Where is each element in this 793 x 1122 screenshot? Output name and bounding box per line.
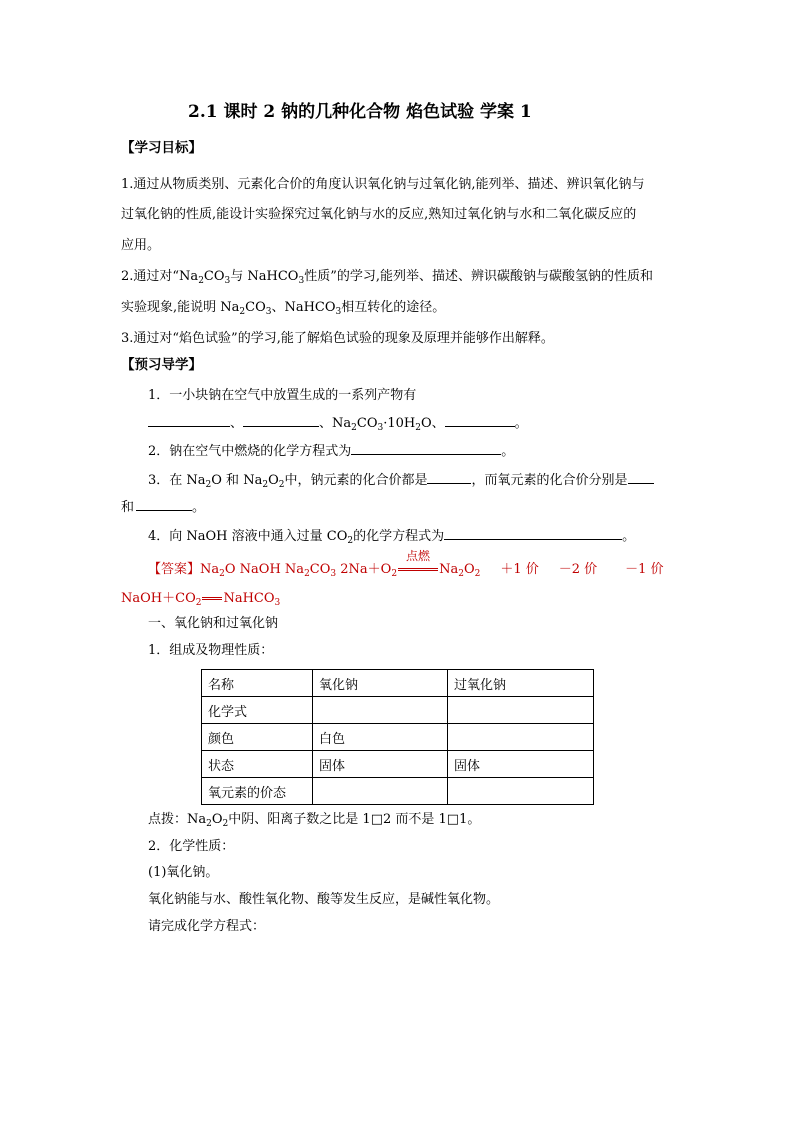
sodium-oxide-description: 氧化钠能与水、酸性氧化物、酸等发生反应，是碱性氧化物。 xyxy=(148,892,500,907)
table-cell: 过氧化钠 xyxy=(448,670,594,697)
table-cell: 化学式 xyxy=(202,697,313,724)
table-row xyxy=(202,670,594,697)
table-cell: 氧化钠 xyxy=(313,670,448,697)
reaction-condition: 点燃 xyxy=(397,561,439,579)
table-cell: 固体 xyxy=(448,751,594,778)
table-cell: 白色 xyxy=(313,724,448,751)
table-row xyxy=(202,751,594,778)
table-cell[interactable] xyxy=(313,697,448,724)
table-cell[interactable] xyxy=(448,724,594,751)
answer-line-1: 【答案】$Na_2O$ NaOH $Na_2CO_3$ $2Na+O_2$ 点燃 $Na_2O_2 +1$ 价 －2 价 －1 价 xyxy=(148,549,664,579)
question-4: 4．向 NaOH 溶液中通入过量 $CO_2$的化学方程式为 。 xyxy=(148,526,635,546)
table-cell: 氧元素的价态 xyxy=(202,778,313,805)
answer-blank[interactable] xyxy=(136,497,192,511)
table-cell[interactable] xyxy=(448,697,594,724)
section-heading: 一、氧化钠和过氧化钠 xyxy=(148,616,279,631)
question-3: 3．在 $Na_2O$ 和 $Na_2O_2$中，钠元素的化合价都是 ，而氧元素的化合价分别是 xyxy=(148,470,654,490)
table-row xyxy=(202,724,594,751)
answer-blank[interactable] xyxy=(427,470,471,484)
question-2: 2．钠在空气中燃烧的化学方程式为 。 xyxy=(148,441,514,461)
table-cell[interactable] xyxy=(313,778,448,805)
properties-table xyxy=(201,669,594,805)
objective-1-line-2: 过氧化钠的性质,能设计实验探究过氧化钠与水的反应,熟知过氧化钠与水和二氧化碳反应的 xyxy=(121,207,637,222)
table-cell: 固体 xyxy=(313,751,448,778)
sodium-oxide-heading: (1)氧化钠。 xyxy=(148,865,219,880)
question-3-line-2: 和 。 xyxy=(121,497,205,517)
objectives-heading: 【学习目标】 xyxy=(121,140,202,156)
table-cell: 状态 xyxy=(202,751,313,778)
section-subheading: 1．组成及物理性质： xyxy=(148,643,274,658)
chemical-properties-heading: 2．化学性质： xyxy=(148,839,235,854)
table-cell[interactable] xyxy=(448,778,594,805)
objective-1-line-1: 1.通过从物质类别、元素化合价的角度认识氧化钠与过氧化钠,能列举、描述、辨识氧化钠与 xyxy=(121,177,645,192)
page-title: 2.1 课时 2 钠的几种化合物 焰色试验 学案 1 xyxy=(188,102,532,122)
question-1-blanks: 、 、$Na_2CO_3\cdot 10H_2O$、 。 xyxy=(148,413,528,433)
objective-2-line-2: 实验现象,能说明 $Na_2CO_3$、NaHCO$_3$相互转化的途径。 xyxy=(121,300,446,317)
ratio-box-icon: □ xyxy=(370,812,383,827)
tip-note: 点拨：$Na_2O_2$中阴、阳离子数之比是 1□2 而不是 1□1。 xyxy=(148,812,481,829)
preview-heading: 【预习导学】 xyxy=(121,357,202,373)
table-row xyxy=(202,778,594,805)
answer-blank[interactable] xyxy=(148,413,230,427)
answer-blank[interactable] xyxy=(445,413,515,427)
answer-blank[interactable] xyxy=(351,441,501,455)
objective-1-line-3: 应用。 xyxy=(121,238,161,253)
ratio-box-icon: □ xyxy=(446,812,460,827)
answer-blank[interactable] xyxy=(243,413,319,427)
answer-line-2: $NaOH+CO_2$ NaHCO$_3$ xyxy=(121,591,281,608)
reaction-arrow xyxy=(398,568,438,571)
answer-blank[interactable] xyxy=(444,526,622,540)
equals-sign xyxy=(202,597,222,600)
table-row xyxy=(202,697,594,724)
table-cell: 颜色 xyxy=(202,724,313,751)
instruction-text: 请完成化学方程式： xyxy=(148,919,266,934)
table-cell: 名称 xyxy=(202,670,313,697)
question-1: 1．一小块钠在空气中放置生成的一系列产物有 xyxy=(148,388,417,403)
answer-blank[interactable] xyxy=(628,470,654,484)
objective-2-line-1: 2.通过对“$Na_2CO_3$与 NaHCO$_3$性质”的学习,能列举、描述、辨识碳酸钠与碳酸氢钠的性质和 xyxy=(121,269,653,286)
objective-3: 3.通过对“焰色试验”的学习,能了解焰色试验的现象及原理并能够作出解释。 xyxy=(121,331,554,346)
